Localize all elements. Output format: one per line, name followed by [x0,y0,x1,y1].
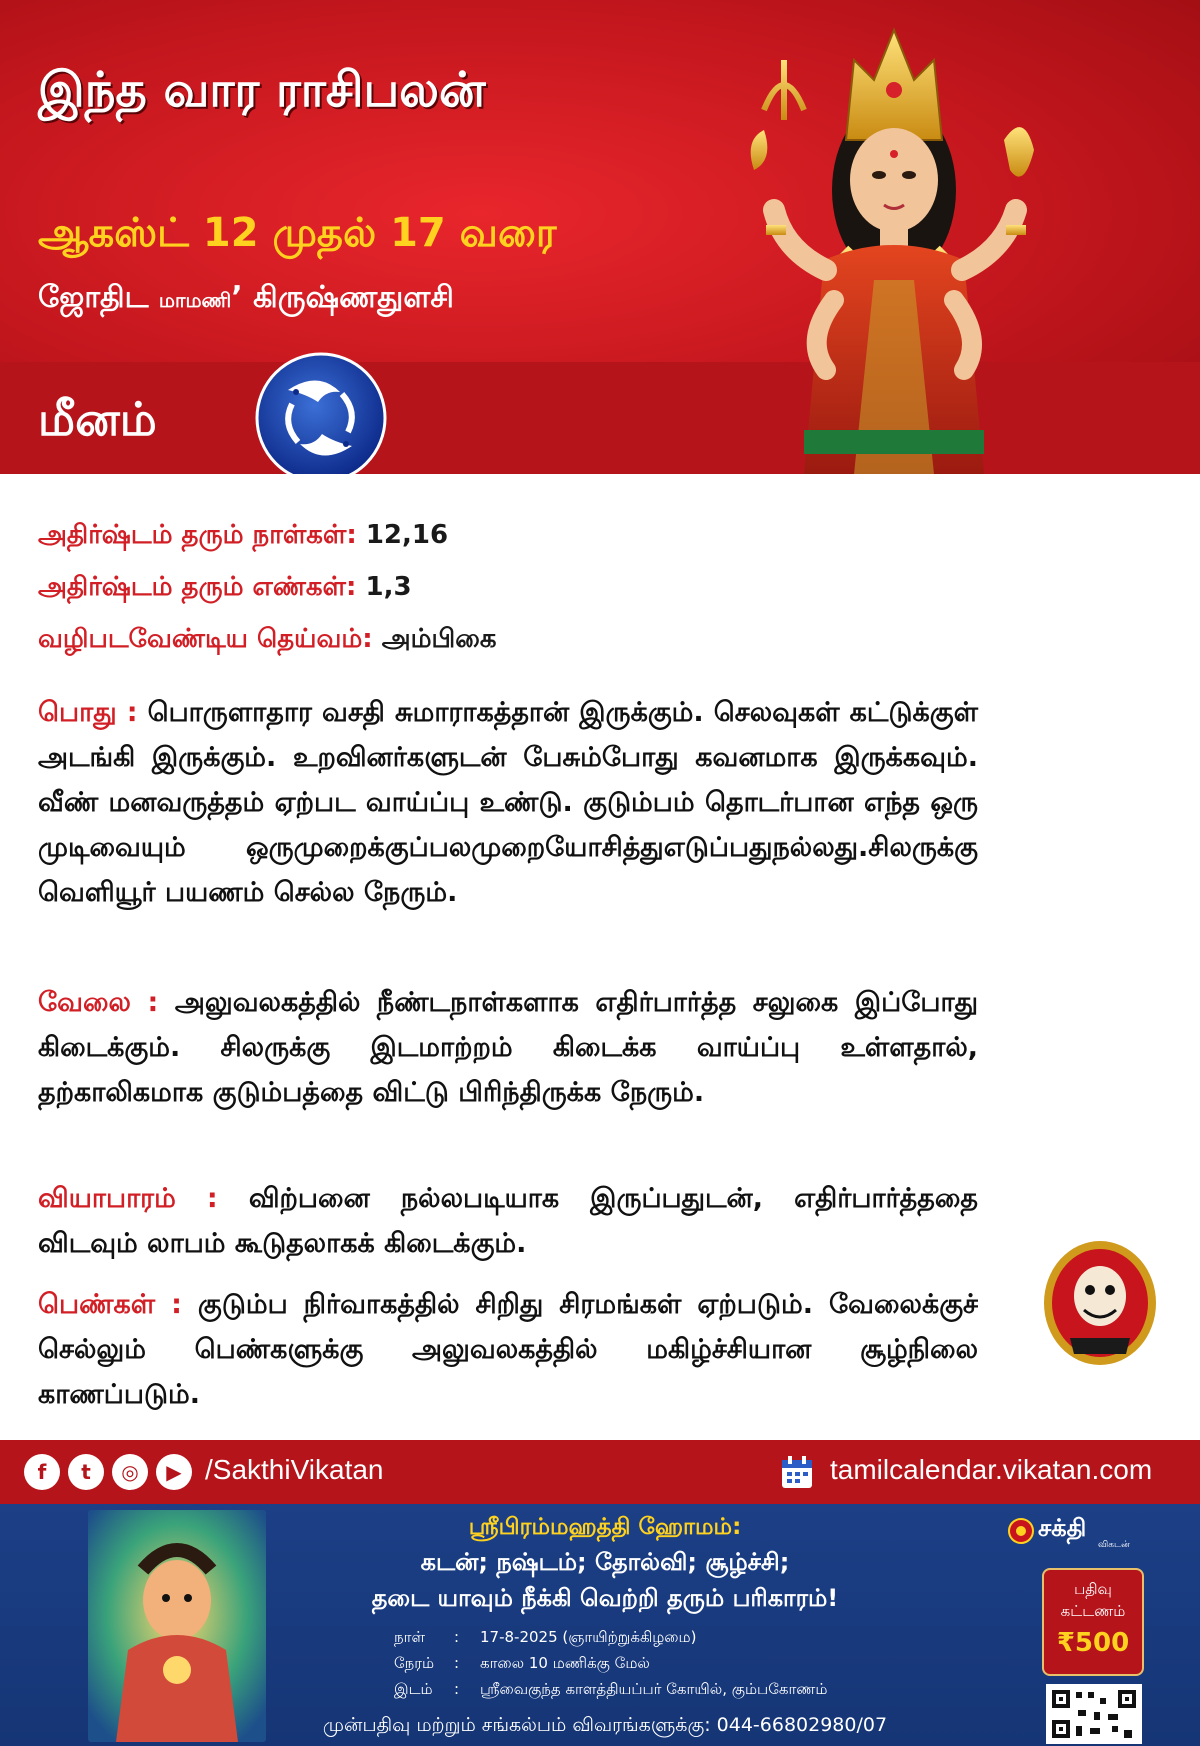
business-section [38,1176,978,1266]
header-banner [0,0,1200,474]
lucky-days-row [38,520,448,553]
promo-date-row: நாள் : 17-8-2025 (ஞாயிற்றுக்கிழமை) [394,1628,697,1646]
promo-date-label: நாள் [394,1628,425,1646]
astrologer-honor: மாமணி [158,288,232,312]
astrologer-name: கிருஷ்ணதுளசி [253,280,454,315]
goddess-illustration [734,20,1064,474]
social-handle[interactable]: /SakthiVikatan [205,1454,384,1485]
deity-label: வழிபடவேண்டிய தெய்வம்: [38,624,373,654]
promo-contact: முன்பதிவு மற்றும் சங்கல்பம் விவரங்களுக்கு: 044-66802980/07 [322,1714,888,1736]
fee-label-2: கட்டணம் [1060,1602,1126,1620]
sakthi-vikatan-logo [1008,1512,1158,1552]
promo-place-label: இடம் [394,1680,433,1698]
page-title: இந்த வார ராசிபலன் [38,62,486,118]
rasi-name: மீனம் [38,392,157,446]
promo-time-row: நேரம் : காலை 10 மணிக்கு மேல் [394,1654,650,1672]
general-section [38,690,978,915]
women-section [38,1282,978,1417]
pisces-icon [248,350,394,474]
promo-title: ஸ்ரீபிரம்மஹத்தி ஹோமம்: [468,1514,742,1540]
lucky-numbers-value: 1,3 [365,572,412,602]
promo-time-label: நேரம் [394,1654,435,1672]
qr-code-icon[interactable] [1046,1684,1142,1744]
general-label: பொது : [38,697,138,728]
promo-line-1: கடன்; நஷ்டம்; தோல்வி; சூழ்ச்சி; [420,1548,790,1576]
general-text: பொருளாதார வசதி சுமாராகத்தான் இருக்கும். செலவுகள் கட்டுக்குள் அடங்கி இருக்கும். உறவினர்களுடன் பேசும்போது கவனமாக இருக்கவும். வீண் மனவருத்தம் ஏற்பட வாய்ப்பு உண்டு. குடும்பம் தொடர்பான எந்த ஒரு முடிவையும் ஒருமுறைக்குப்பலமுறையோசித்துஎடுப்பதுநல்லது.சிலருக்கு வெளியூர் பயணம் செல்ல நேரும். [38,697,978,908]
women-text: குடும்ப நிர்வாகத்தில் சிறிது சிரமங்கள் ஏற்படும். வேலைக்குச் செல்லும் பெண்களுக்கு அலுவலகத்தில் மகிழ்ச்சியான சூழ்நிலை காணப்படும். [38,1289,978,1410]
fee-label-1: பதிவு [1074,1580,1112,1598]
astrologer-title: ஜோதிட [38,280,149,315]
astrologer-credit: ஜோதிட மாமணி’ கிருஷ்ணதுளசி [38,280,454,315]
social-bar [0,1440,1200,1504]
work-label: வேலை : [38,987,159,1018]
youtube-icon[interactable]: ▶ [156,1454,192,1490]
facebook-icon[interactable]: f [24,1454,60,1490]
sakthi-brand: சக்தி [1038,1514,1087,1542]
promo-date-value: 17-8-2025 (ஞாயிற்றுக்கிழமை) [480,1628,697,1646]
promo-time-value: காலை 10 மணிக்கு மேல் [480,1654,650,1672]
business-label: வியாபாரம் : [38,1183,218,1214]
work-text: அலுவலகத்தில் நீண்டநாள்களாக எதிர்பார்த்த சலுகை இப்போது கிடைக்கும். சிலருக்கு இடமாற்றம் கிடைக்க வாய்ப்பு உள்ளதால், தற்காலிகமாக குடும்பத்தை விட்டு பிரிந்திருக்க நேரும். [38,987,979,1108]
deity-row [38,624,496,657]
promo-line-2: தடை யாவும் நீக்கி வெற்றி தரும் பரிகாரம்! [371,1584,839,1612]
business-text: விற்பனை நல்லபடியாக இருப்பதுடன், எதிர்பார்த்ததை விடவும் லாபம் கூடுதலாகக் கிடைக்கும். [38,1183,978,1259]
sakthi-emblem-icon [1008,1518,1034,1544]
vikatan-mascot-logo [1040,1238,1160,1368]
promo-place-row: இடம் : ஸ்ரீவைகுந்த காளத்தியப்பர் கோயில், கும்பகோணம் [394,1680,828,1698]
women-label: பெண்கள் : [38,1289,182,1320]
deity-value: அம்பிகை [381,624,497,654]
twitter-icon[interactable]: t [68,1454,104,1490]
shiva-artwork [88,1510,266,1742]
work-section [38,980,978,1115]
calendar-icon [780,1454,814,1490]
date-range: ஆகஸ்ட் 12 முதல் 17 வரை [38,210,557,256]
sakthi-brand-sub: விகடன் [1098,1540,1130,1550]
lucky-numbers-row [38,572,412,605]
instagram-icon[interactable]: ◎ [112,1454,148,1490]
promo-place-value: ஸ்ரீவைகுந்த காளத்தியப்பர் கோயில், கும்பகோணம் [480,1680,828,1698]
lucky-numbers-label: அதிர்ஷ்டம் தரும் எண்கள்: [38,572,357,602]
fee-badge [1042,1568,1144,1676]
lucky-days-label: அதிர்ஷ்டம் தரும் நாள்கள்: [38,520,357,550]
website-link[interactable]: tamilcalendar.vikatan.com [830,1454,1153,1485]
fee-amount: ₹500 [1056,1628,1130,1658]
lucky-days-value: 12,16 [365,520,449,550]
